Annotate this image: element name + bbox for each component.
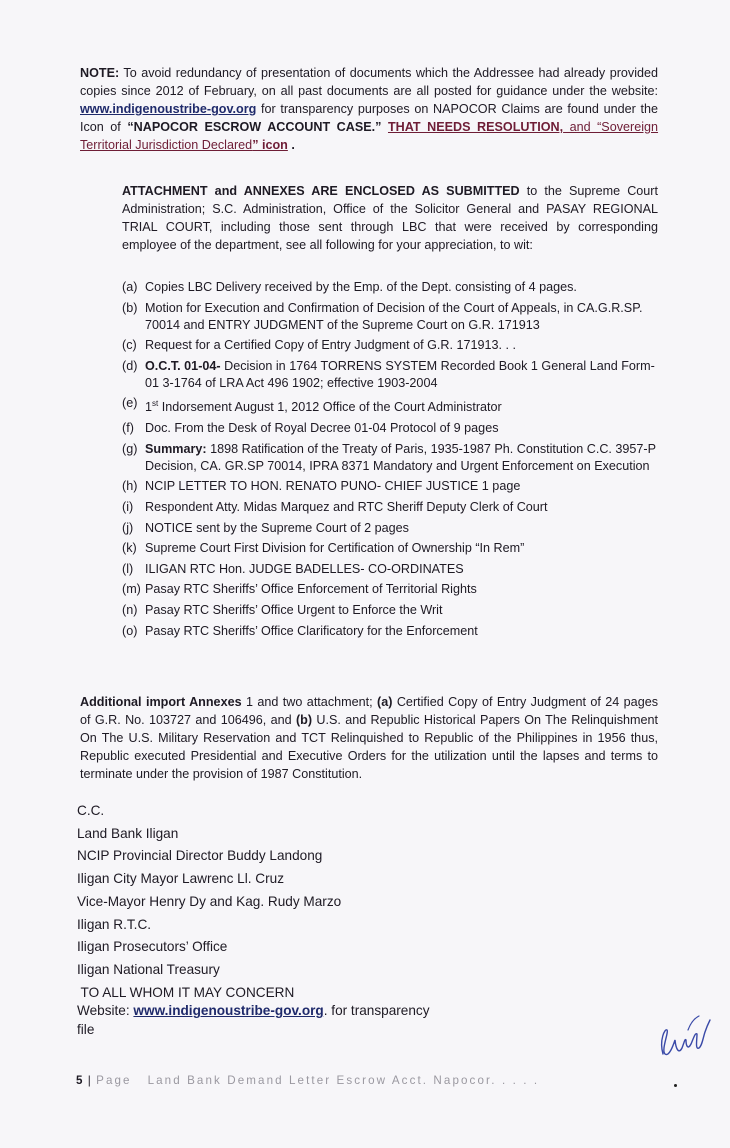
annex-text — [145, 395, 662, 416]
website-tail: . for transparency — [323, 1003, 430, 1019]
annex-label: (h) — [122, 479, 138, 494]
additional-text-2: Certified Copy of Entry Judgment of 24 pages of G.R. No. 103727 and 106496, and — [80, 695, 658, 727]
annex-body: Supreme Court First Division for Certification of Ownership “In Rem” — [145, 541, 525, 556]
annex-item — [122, 478, 662, 495]
annex-text — [145, 623, 662, 640]
additional-text-1: 1 and two attachment; — [241, 695, 378, 709]
annex-body: NCIP LETTER TO HON. RENATO PUNO- CHIEF JUSTICE 1 page — [145, 479, 521, 494]
annex-body: Respondent Atty. Midas Marquez and RTC Sheriff Deputy Clerk of Court — [145, 499, 548, 514]
annex-label: (f) — [122, 421, 134, 436]
annex-text — [145, 441, 662, 475]
annex-body: NOTICE sent by the Supreme Court of 2 pages — [145, 520, 409, 535]
annex-body: ILIGAN RTC Hon. JUDGE BADELLES- CO-ORDINATES — [145, 561, 464, 576]
cc-line: TO ALL WHOM IT MAY CONCERN — [77, 984, 295, 1000]
attachments-text: to the Supreme Court Administration; S.C. Administration, Office of the Solicitor General and PASAY REGIONAL TRIAL COURT, including those sent through LBC that were received by corresponding employee of the department, see all following for your appreciation, to wit: — [122, 184, 658, 252]
annex-text — [145, 478, 662, 495]
website-link[interactable]: www.indigenoustribe-gov.org — [80, 102, 257, 116]
annex-text — [145, 420, 662, 437]
annex-item — [122, 441, 662, 475]
page-number: 5 — [76, 1074, 83, 1087]
footer-page-word: Page — [90, 1074, 132, 1087]
note-label: NOTE: — [80, 66, 120, 80]
annex-bold: Summary: — [145, 441, 207, 456]
cc-line: Vice-Mayor Henry Dy and Kag. Rudy Marzo — [77, 893, 342, 909]
note-paragraph — [80, 64, 658, 154]
annex-label: (b) — [122, 300, 138, 315]
note-icon-name: “NAPOCOR ESCROW ACCOUNT CASE.” — [127, 120, 382, 134]
annex-label: (d) — [122, 358, 138, 373]
annex-label: (j) — [122, 520, 134, 535]
annex-label: (a) — [122, 280, 138, 294]
note-text-1: To avoid redundancy of presentation of documents which the Addressee had already provided copies since 2012 of February, on all past documents are all posted for guidance under the website: — [80, 66, 658, 98]
annex-item — [122, 420, 662, 437]
additional-a-label: (a) — [377, 695, 393, 709]
note-text-4: and “Sovereign Territorial Jurisdiction Declared — [80, 120, 659, 152]
annex-body: Copies LBC Delivery received by the Emp. of the Dept. consisting of 4 pages. — [145, 280, 577, 294]
handwritten-signature — [655, 1010, 715, 1060]
annex-body: Pasay RTC Sheriffs’ Office Urgent to Enforce the Writ — [145, 602, 443, 617]
additional-annexes-paragraph — [80, 693, 658, 783]
annex-body: Motion for Execution and Confirmation of Decision of the Court of Appeals, in CA.G.R.SP. 70014 and ENTRY JUDGMENT of the Supreme Court on G.R. 171913 — [145, 300, 643, 332]
annex-ordinal: 1 — [145, 400, 153, 415]
annex-label: (k) — [122, 541, 137, 556]
attachments-paragraph — [80, 182, 658, 254]
annex-item — [122, 561, 662, 578]
annex-label: (n) — [122, 602, 138, 617]
cc-website-line — [77, 1000, 430, 1023]
annex-body: Decision in 1764 TORRENS SYSTEM Recorded Book 1 General Land Form-01 3-1764 of LRA Act 496 1902; effective 1903-2004 — [145, 358, 655, 390]
annex-item — [122, 337, 662, 354]
annex-body: 1898 Ratification of the Treaty of Paris, 1935-1987 Ph. Constitution C.C. 3957-P Decision, CA. GR.SP 70014, IPRA 8371 Mandatory and Urgent Enforcement on Execution — [145, 441, 656, 473]
annex-item — [122, 358, 662, 392]
annex-bold: O.C.T. 01-04- — [145, 358, 221, 373]
annex-item — [122, 499, 662, 516]
footer-separator: | — [87, 1074, 91, 1087]
annex-body: Doc. From the Desk of Royal Decree 01-04 Protocol of 9 pages — [145, 421, 499, 436]
annex-label: (m) — [122, 582, 141, 597]
annex-text — [145, 358, 662, 392]
annex-item — [122, 395, 662, 416]
footer-dot — [674, 1084, 677, 1087]
annex-text — [145, 540, 662, 557]
annex-item — [122, 279, 662, 296]
website-label: Website: — [77, 1003, 134, 1019]
page-footer — [76, 1074, 539, 1087]
cc-line: Iligan City Mayor Lawrenc Ll. Cruz — [77, 871, 284, 887]
resolution-text: THAT NEEDS RESOLUTION, — [387, 120, 564, 134]
additional-b-label: (b) — [295, 713, 313, 727]
annex-body: Pasay RTC Sheriffs’ Office Clarificatory for the Enforcement — [145, 623, 478, 638]
annex-text — [145, 561, 662, 578]
footer-title: Land Bank Demand Letter Escrow Acct. Napocor. . . . . — [147, 1074, 540, 1087]
annex-ordinal-suffix: st — [152, 399, 159, 409]
annex-text — [145, 337, 662, 354]
annex-label: (l) — [122, 561, 134, 576]
annex-text — [145, 602, 662, 619]
annex-label: (o) — [122, 623, 138, 638]
cc-list — [77, 800, 430, 1042]
annex-label: (e) — [122, 396, 138, 411]
cc-file: file — [77, 1022, 95, 1038]
note-icon-word: ” icon — [252, 138, 288, 152]
annex-item — [122, 581, 662, 598]
annex-item — [122, 540, 662, 557]
annex-label: (g) — [122, 441, 138, 456]
annex-list — [122, 279, 662, 643]
cc-line: Iligan National Treasury — [77, 961, 220, 977]
additional-text-3: U.S. and Republic Historical Papers On The Relinquishment On The U.S. Military Reservation and TCT Relinquished to Republic of the Philippines in 1956 thus, Republic executed Presidential and Executive Orders for the utilization until the lapses and terms to terminate under the provision of 1987 Constitution. — [80, 713, 659, 781]
cc-line: NCIP Provincial Director Buddy Landong — [77, 848, 323, 864]
cc-website-link[interactable]: www.indigenoustribe-gov.org — [133, 1003, 324, 1019]
annex-item — [122, 300, 662, 334]
annex-item — [122, 520, 662, 537]
cc-line: Iligan R.T.C. — [77, 916, 152, 932]
attachments-heading: ATTACHMENT and ANNEXES ARE ENCLOSED AS SUBMITTED — [122, 184, 520, 198]
annex-body: Indorsement August 1, 2012 Office of the Court Administrator — [158, 400, 502, 415]
annex-text — [145, 499, 662, 516]
annex-label: (c) — [122, 338, 137, 353]
additional-heading: Additional import Annexes — [80, 695, 242, 709]
annex-text — [145, 300, 662, 334]
annex-body: Pasay RTC Sheriffs’ Office Enforcement of Territorial Rights — [145, 582, 477, 597]
annex-item — [122, 602, 662, 619]
annex-text — [145, 520, 662, 537]
annex-text — [145, 581, 662, 598]
cc-line: Land Bank Iligan — [77, 825, 179, 841]
annex-text — [145, 279, 662, 296]
cc-line: C.C. — [77, 803, 105, 818]
annex-body: Request for a Certified Copy of Entry Judgment of G.R. 171913. . . — [145, 338, 517, 353]
annex-item — [122, 623, 662, 640]
note-text-5: . — [287, 138, 295, 152]
note-text-2: for transparency purposes on NAPOCOR Claims are found under the Icon of — [80, 102, 658, 134]
cc-line: Iligan Prosecutors’ Office — [77, 939, 228, 955]
annex-label: (i) — [122, 499, 134, 514]
